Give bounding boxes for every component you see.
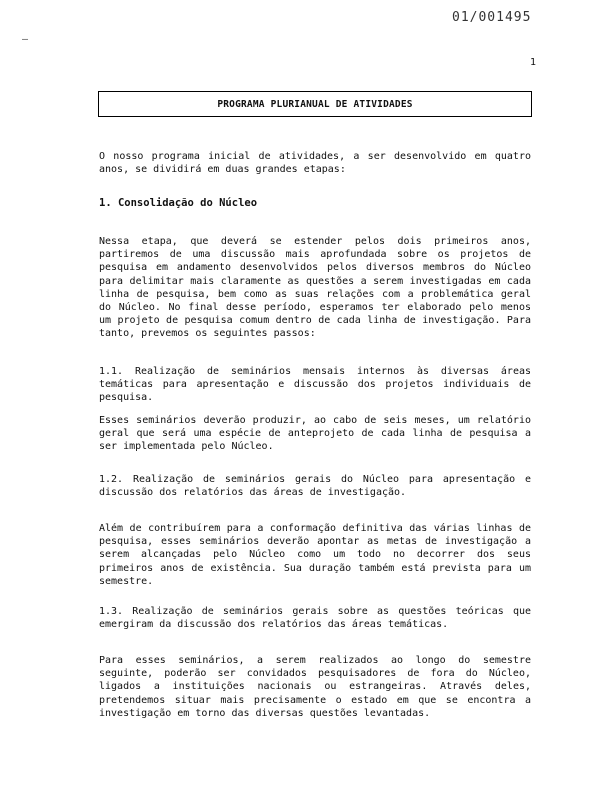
item-1-body: Esses seminários deverão produzir, ao cabo de seis meses, um relatório geral que será uma espécie de anteprojeto de cada linha de pesquisa a ser implementada pelo Núcleo. xyxy=(99,415,531,453)
item-2-title: 1.2. Realização de seminários gerais do Núcleo para apresentação e discussão dos relatórios das áreas de investigação. xyxy=(99,474,531,499)
section-paragraph: Nessa etapa, que deverá se estender pelos dois primeiros anos, partiremos de uma discussão mais aprofundada sobre os projetos de pesquisa em andamento desenvolvidos pelos diversos membros do Núcleo para delimitar mais claramente as questões a serem investigadas em cada linha de pesquisa, bem como as suas relações com a problemática geral do Núcleo. No final desse período, esperamos ter elaborado pelo menos um projeto de pesquisa comum dentro de cada linha de investigação. Para tanto, prevemos os seguintes passos: xyxy=(99,236,531,340)
item-1-title: 1.1. Realização de seminários mensais internos às diversas áreas temáticas para apresentação e discussão dos projetos individuais de pesquisa. xyxy=(99,366,531,404)
page-title: PROGRAMA PLURIANUAL DE ATIVIDADES xyxy=(217,98,413,110)
item-3-title: 1.3. Realização de seminários gerais sobre as questões teóricas que emergiram da discussão dos relatórios das áreas temáticas. xyxy=(99,606,531,631)
item-2-body: Além de contribuírem para a conformação definitiva das várias linhas de pesquisa, esses seminários deverão apontar as metas de investigação a serem alcançadas pelo Núcleo como um todo no decorrer dos seus primeiros anos de existência. Sua duração também está prevista para um semestre. xyxy=(99,523,531,587)
title-box xyxy=(98,91,532,117)
section-heading: 1. Consolidação do Núcleo xyxy=(99,197,258,209)
margin-mark: – xyxy=(22,34,29,45)
intro-paragraph: O nosso programa inicial de atividades, a ser desenvolvido em quatro anos, se dividirá em duas grandes etapas: xyxy=(99,151,531,176)
item-3-body: Para esses seminários, a serem realizados ao longo do semestre seguinte, poderão ser convidados pesquisadores de fora do Núcleo, ligados a instituições nacionais ou estrangeiras. Através deles, pretendemos situar mais precisamente o estado em que se encontra a investigação em torno das diversas questões levantadas. xyxy=(99,655,531,719)
document-stamp: 01/001495 xyxy=(452,10,532,25)
page-number: 1 xyxy=(530,57,537,68)
